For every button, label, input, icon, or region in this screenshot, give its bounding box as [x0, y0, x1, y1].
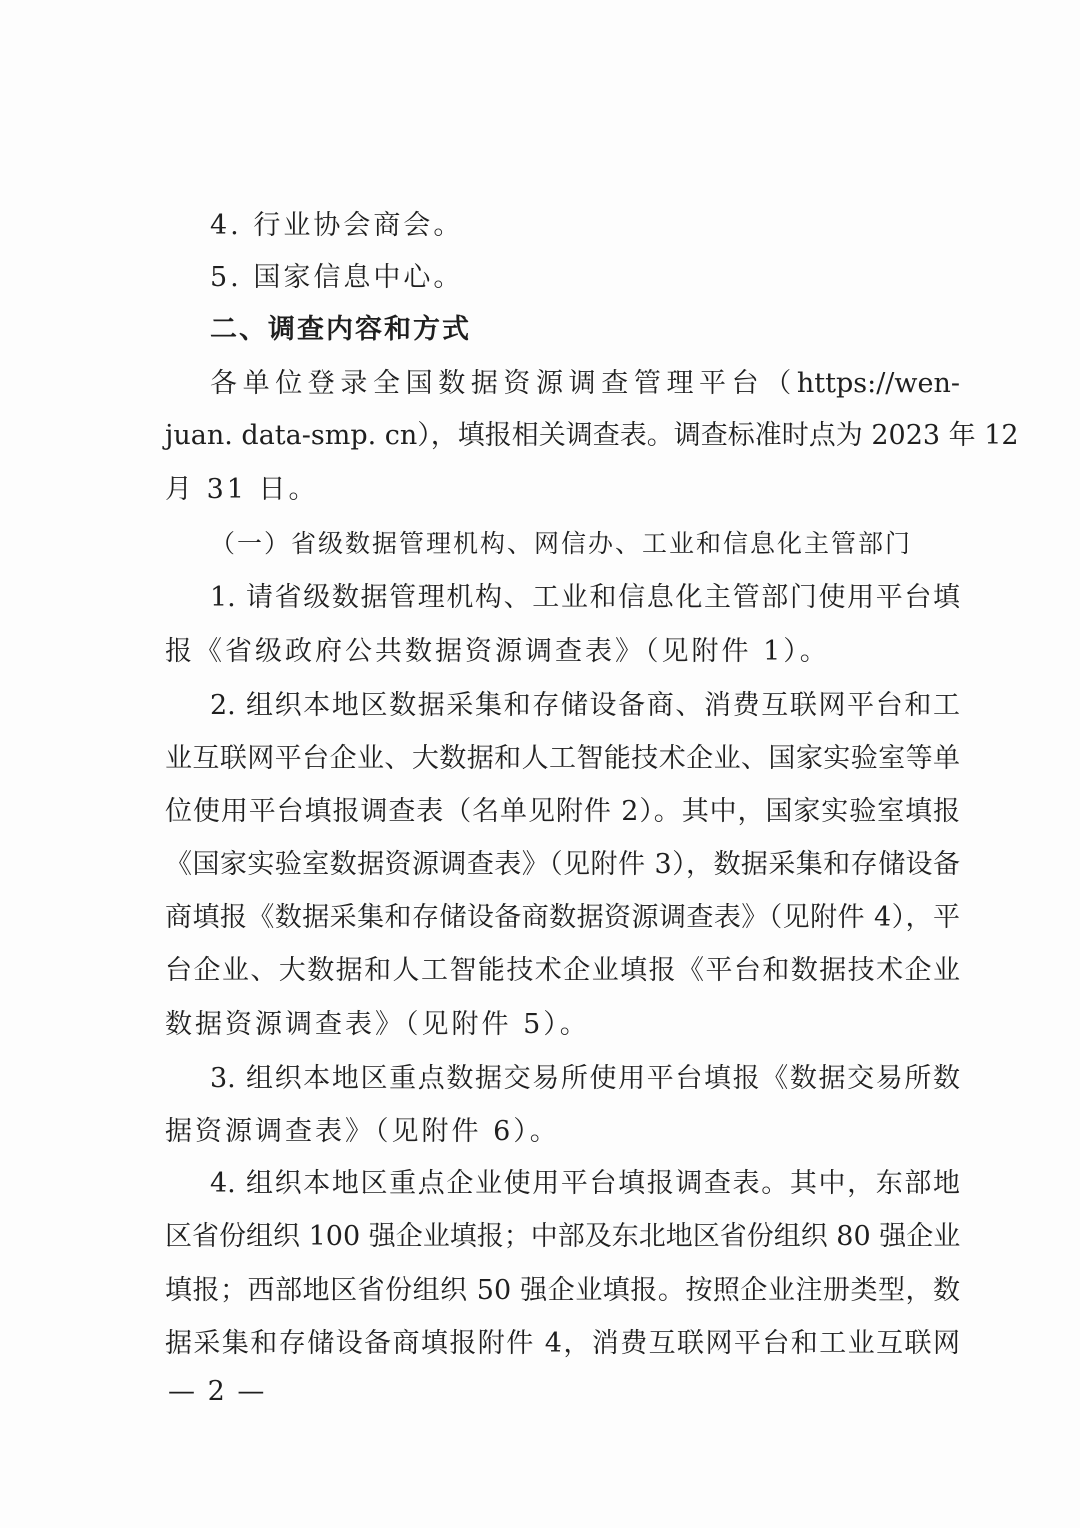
paragraph-line: 据采集和存储设备商填报附件 4，消费互联网平台和工业互联网 — [165, 1328, 960, 1359]
paragraph-line: 据资源调查表》（见附件 6）。 — [165, 1116, 560, 1147]
page-number: — 2 — — [168, 1376, 267, 1407]
paragraph-line: 台企业、大数据和人工智能技术企业填报《平台和数据技术企业 — [165, 955, 960, 986]
paragraph-line: 报《省级政府公共数据资源调查表》（见附件 1）。 — [165, 636, 830, 667]
subsection-heading: （一）省级数据管理机构、网信办、工业和信息化主管部门 — [210, 529, 913, 558]
paragraph-line: 区省份组织 100 强企业填报；中部及东北地区省份组织 80 强企业 — [165, 1221, 961, 1252]
paragraph-line: 2. 组织本地区数据采集和存储设备商、消费互联网平台和工 — [210, 690, 960, 721]
paragraph-line: 业互联网平台企业、大数据和人工智能技术企业、国家实验室等单 — [165, 743, 960, 774]
paragraph-line: 填报；西部地区省份组织 50 强企业填报。按照企业注册类型，数 — [165, 1275, 960, 1306]
paragraph-line: 4. 组织本地区重点企业使用平台填报调查表。其中，东部地 — [210, 1168, 960, 1199]
paragraph-line: 各单位登录全国数据资源调查管理平台（https://wen- — [210, 368, 960, 399]
list-item-4: 4. 行业协会商会。 — [210, 210, 464, 241]
paragraph-line: 商填报《数据采集和存储设备商数据资源调查表》（见附件 4），平 — [165, 902, 960, 933]
list-item-5: 5. 国家信息中心。 — [210, 262, 464, 293]
paragraph-line: 位使用平台填报调查表（名单见附件 2）。其中，国家实验室填报 — [165, 796, 960, 827]
paragraph-line: 数据资源调查表》（见附件 5）。 — [165, 1009, 590, 1040]
paragraph-line: 1. 请省级数据管理机构、工业和信息化主管部门使用平台填 — [210, 582, 960, 613]
paragraph-line: 3. 组织本地区重点数据交易所使用平台填报《数据交易所数 — [210, 1063, 960, 1094]
paragraph-line: 《国家实验室数据资源调查表》（见附件 3），数据采集和存储设备 — [165, 849, 960, 880]
paragraph-line: juan. data-smp. cn），填报相关调查表。调查标准时点为 2023 年 12 — [165, 420, 1019, 451]
paragraph-line: 月 31 日。 — [165, 474, 319, 505]
section-heading: 二、调查内容和方式 — [210, 314, 471, 345]
